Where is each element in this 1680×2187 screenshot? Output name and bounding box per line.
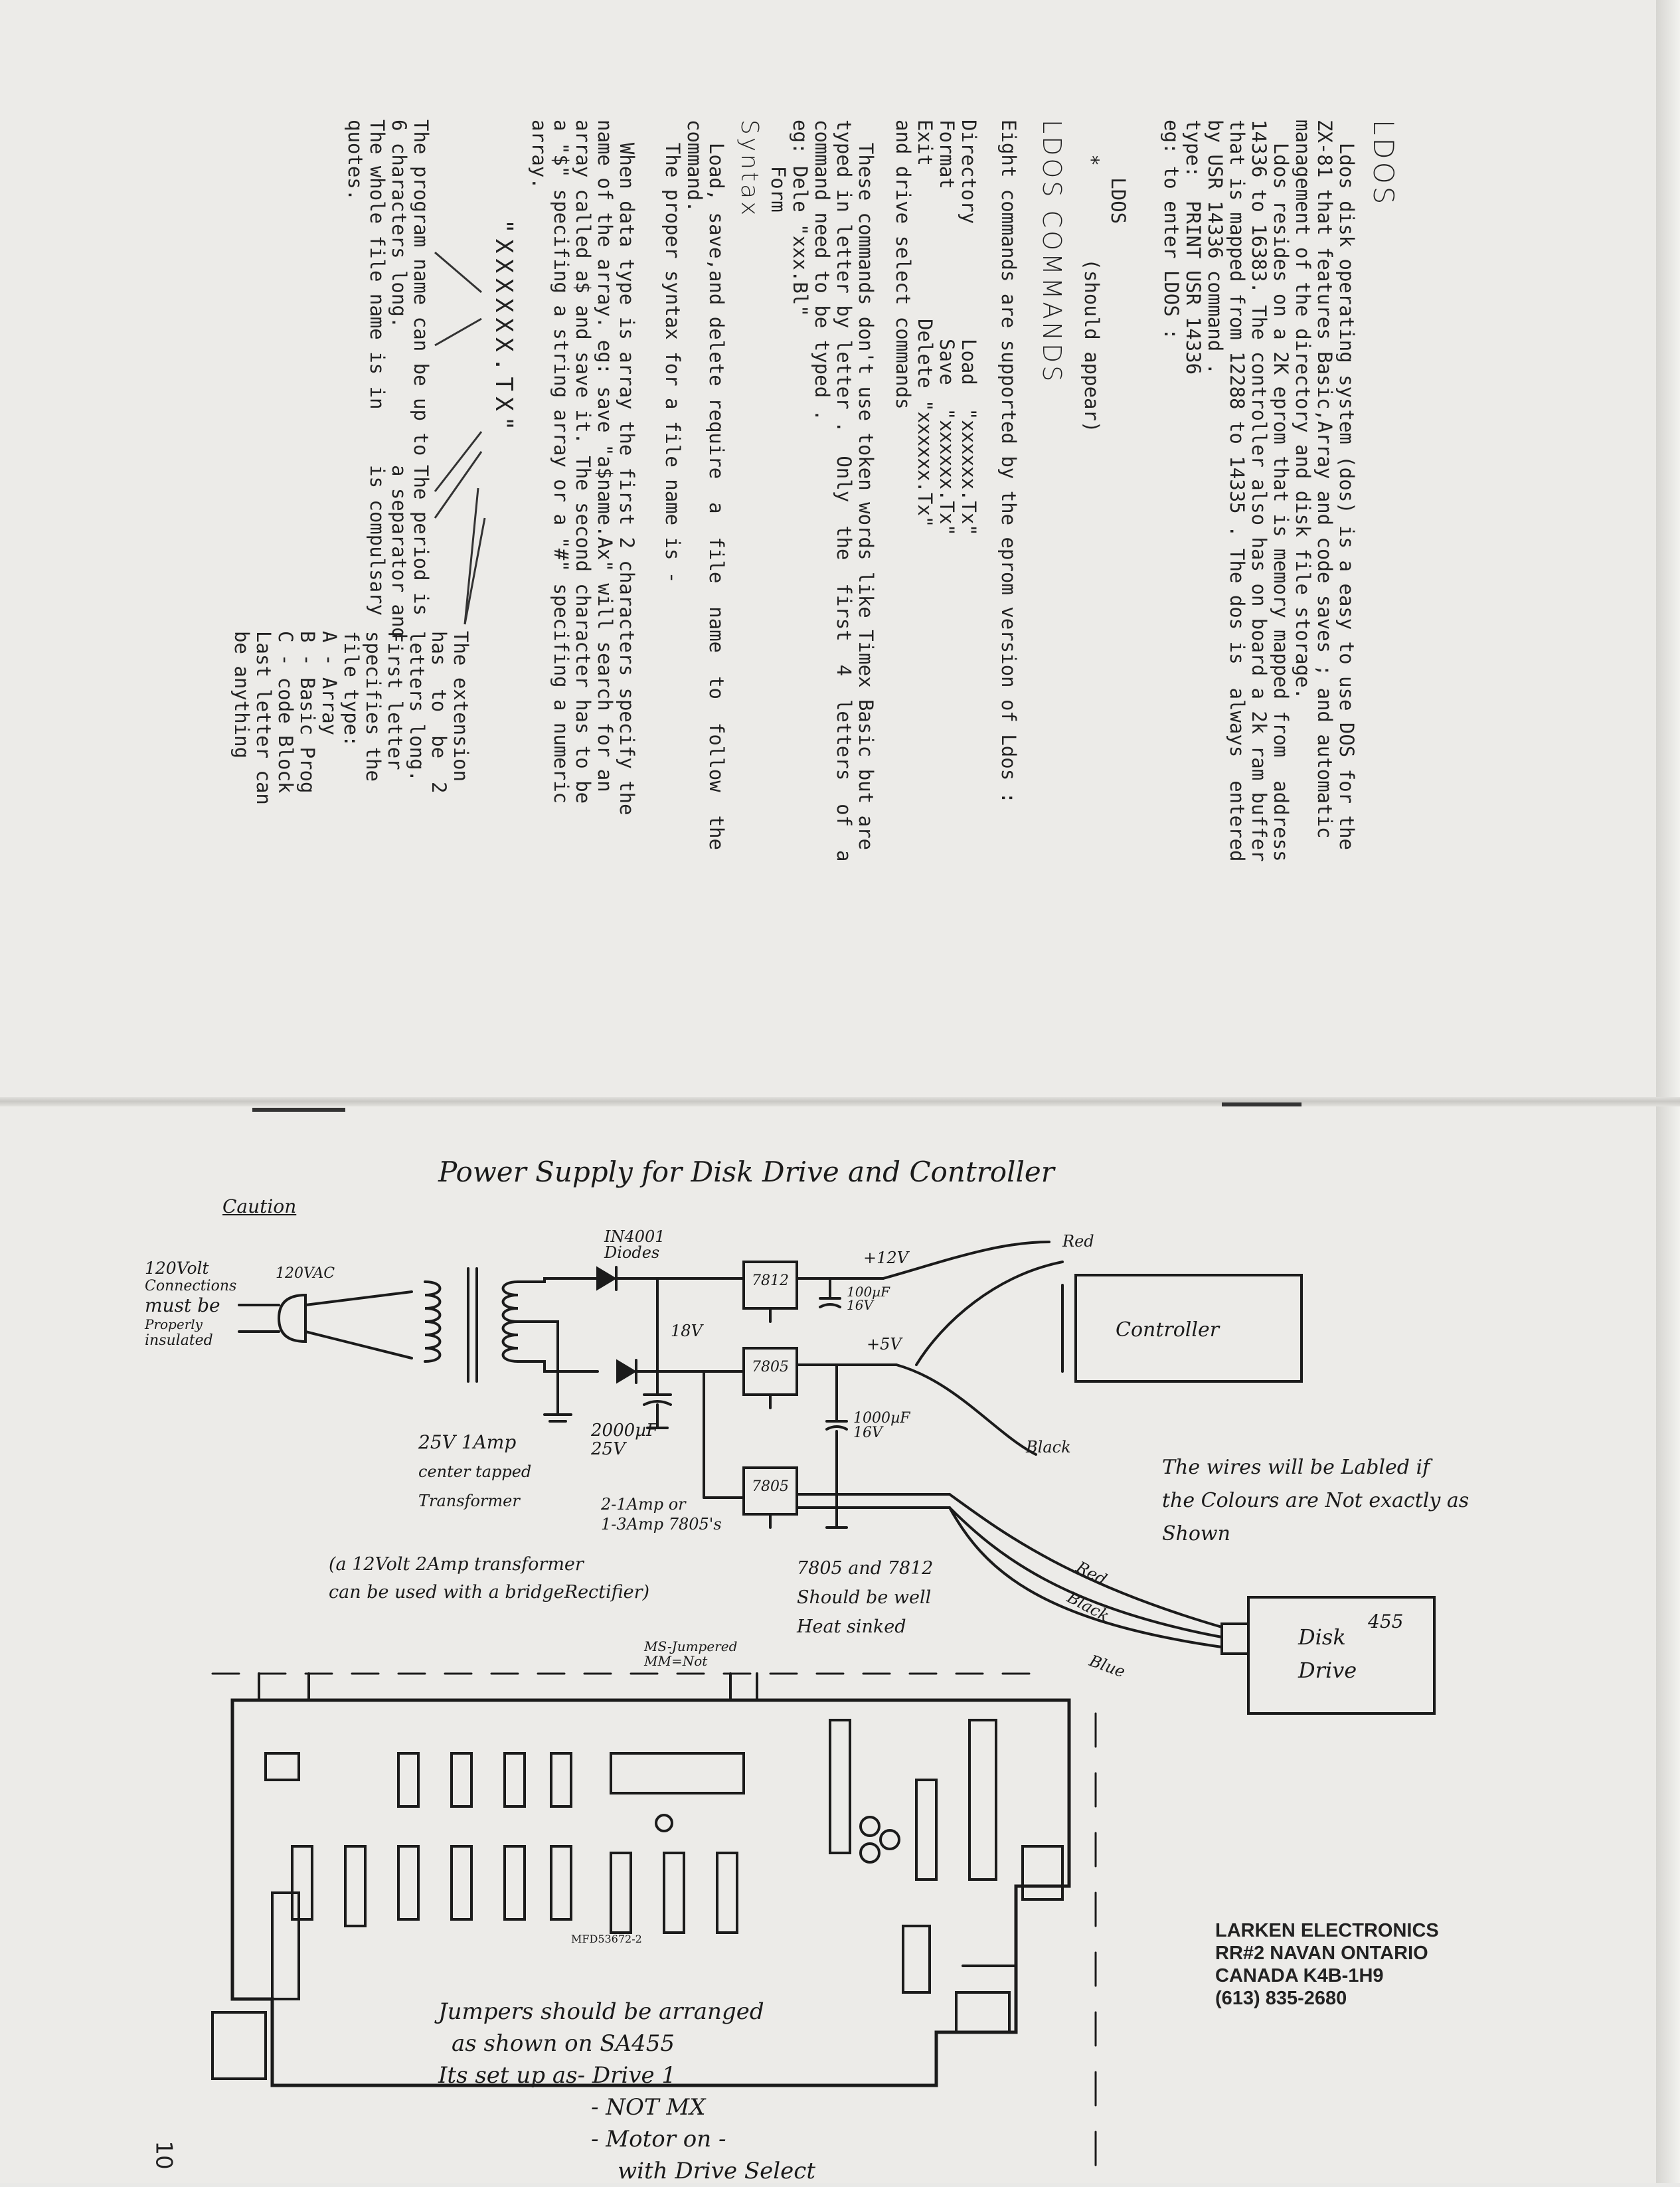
jumper-tag: [644, 1639, 737, 1668]
array-line: a "$" specifing a string array or a "#" specifing a numeric: [550, 120, 572, 804]
staple-marks: [252, 1102, 1302, 1112]
intro-line: by USR 14336 command .: [1204, 120, 1226, 375]
token-line: eg: Dele "xxx.Bl": [789, 120, 811, 317]
jumper-note-line: with Drive Select: [618, 2158, 815, 2184]
intro-line: Ldos resides on a 2K eprom that is memory mapped from address: [1270, 120, 1292, 862]
note-line: C - code Block: [274, 631, 297, 794]
wire-note-line: Shown: [1162, 1522, 1230, 1545]
wire-color-note: [1162, 1451, 1469, 1551]
warning-line: 120Volt: [145, 1259, 209, 1278]
bigcap-value: 2000µF: [591, 1421, 659, 1441]
intro-line: eg: to enter LDOS :: [1160, 120, 1183, 340]
v18-label: 18V: [671, 1322, 703, 1340]
transformer-primary: [425, 1282, 440, 1361]
vac-label: 120VAC: [276, 1265, 335, 1282]
note-line: The period is: [410, 465, 432, 616]
intro-line: that is mapped from 12288 to 14335 . The dos is always entered: [1226, 120, 1248, 862]
command-load: Load "xxxxxx.Tx": [958, 339, 980, 536]
reg-note-line: 1-3Amp 7805's: [601, 1515, 722, 1533]
note-line: file type:: [340, 631, 363, 747]
transformer-label: [418, 1428, 531, 1516]
jumper-tag-line: MM=Not: [644, 1653, 708, 1669]
diodes-label: [604, 1229, 665, 1261]
array-line: array called a$ and save it. The second character has to be: [572, 120, 594, 804]
warning-line: must be: [145, 1294, 220, 1316]
command-format: Format: [936, 120, 958, 189]
plus12-label: +12V: [863, 1249, 908, 1267]
token-line: typed in letter by letter . Only the first 4 letters of a: [833, 120, 855, 862]
alt-transformer-note: [329, 1551, 649, 1607]
intro-line: Ldos disk operating system (dos) is a easy to use DOS for the: [1335, 120, 1358, 850]
disk-drive-label: [1298, 1620, 1357, 1687]
note-line: be anything: [230, 631, 253, 759]
company-address: [1215, 1919, 1439, 2010]
black-wire-label: Black: [1026, 1438, 1071, 1456]
transformer-type: center tapped: [418, 1462, 532, 1481]
address-line: LARKEN ELECTRONICS: [1215, 1920, 1439, 1941]
array-line: array.: [528, 120, 550, 189]
command-delete: Delete "xxxxxx.Tx": [914, 319, 936, 528]
command-save: Save "xxxxxx.Tx": [936, 339, 958, 536]
controller-label: Controller: [1116, 1318, 1220, 1342]
note-line: A - Array: [318, 631, 341, 736]
note-line: 6 characters long.: [388, 120, 410, 329]
should-appear-text: * (should appear): [1080, 120, 1103, 433]
red-wire-label: Red: [1062, 1232, 1094, 1251]
red-wire-label-2: Red: [1073, 1557, 1110, 1589]
alt-note-line: (a 12Volt 2Amp transformer: [329, 1554, 584, 1575]
disk-word: Disk: [1298, 1624, 1346, 1650]
jumper-note: [438, 1996, 815, 2187]
note-line: a separator and: [388, 465, 410, 639]
wire-note-line: the Colours are Not exactly as: [1162, 1489, 1470, 1512]
syntax-line: The proper syntax for a file name is -: [661, 120, 684, 584]
ldos-prompt: LDOS: [1107, 120, 1130, 224]
cap5-label: [853, 1411, 910, 1441]
heatsink-line: Should be well: [797, 1587, 932, 1608]
jumper-note-line: - Motor on -: [591, 2126, 726, 2152]
caution-label: Caution: [222, 1195, 297, 1217]
syntax-line: command.: [683, 120, 706, 213]
note-line: quotes.: [344, 120, 367, 201]
transformer-rating: 25V 1Amp: [418, 1431, 517, 1453]
heatsink-line: 7805 and 7812: [797, 1558, 934, 1579]
intro-line: management of the directory and disk file storage.: [1292, 120, 1314, 699]
diode-part: IN4001: [604, 1227, 665, 1246]
heatsink-note: [797, 1554, 933, 1642]
cap5-voltage: 16V: [853, 1425, 882, 1441]
command-directory: Directory: [958, 120, 980, 224]
bigcap-voltage: 25V: [591, 1439, 626, 1459]
plus5-label: +5V: [867, 1335, 902, 1354]
warning-line: insulated: [145, 1332, 213, 1349]
jumper-tag-line: MS-Jumpered: [644, 1638, 738, 1654]
cap12-value: 100µF: [847, 1284, 890, 1300]
intro-line: 14336 to 16383. The controller also has on board a 2k ram buffer: [1248, 120, 1270, 862]
regulator-note: [601, 1494, 722, 1534]
blue-wire-label: Blue: [1086, 1651, 1128, 1682]
cap12-label: [847, 1285, 890, 1312]
note-line: is compulsary: [366, 465, 388, 616]
array-line: name of the array. eg: save "a$name.Ax" will search for an: [594, 120, 616, 792]
reg-7805-a-label: 7805: [752, 1359, 789, 1375]
command-exit: Exit: [914, 120, 936, 166]
intro-line: type: PRINT USR 14336: [1182, 120, 1205, 375]
ldos-title: LDOS: [1367, 120, 1400, 207]
note-line: First letter: [384, 631, 406, 770]
mains-warning: [145, 1259, 236, 1349]
note-line: The extension: [450, 631, 472, 782]
heatsink-line: Heat sinked: [797, 1617, 906, 1637]
drive-select-text: and drive select commands: [892, 120, 914, 410]
wire-note-line: The wires will be Labled if: [1162, 1456, 1430, 1479]
reg-note-line: 2-1Amp or: [601, 1495, 686, 1514]
warning-line: Connections: [145, 1278, 237, 1294]
page-number: 10: [150, 2141, 177, 2170]
address-line: (613) 835-2680: [1215, 1988, 1347, 2009]
schematic-title: Power Supply for Disk Drive and Controller: [438, 1156, 1054, 1188]
diode-word: Diodes: [604, 1243, 660, 1262]
drive-model: 455: [1368, 1611, 1404, 1632]
intro-line: ZX-81 that features Basic,Array and code saves ; and automatic: [1313, 120, 1336, 839]
array-line: When data type is array the first 2 characters specify the: [616, 120, 638, 816]
jumper-note-line: Jumpers should be arranged: [438, 1998, 764, 2025]
reg-7805-b-label: 7805: [752, 1478, 789, 1495]
warning-line: Properly: [145, 1316, 203, 1332]
jumper-note-line: - NOT MX: [591, 2094, 706, 2121]
jumper-note-line: Its set up as- Drive 1: [438, 2062, 677, 2089]
drive-word: Drive: [1298, 1658, 1357, 1683]
alt-note-line: can be used with a bridgeRectifier): [329, 1582, 650, 1603]
address-line: RR#2 NAVAN ONTARIO: [1215, 1943, 1428, 1964]
commands-heading: LDOS COMMANDS: [1037, 120, 1066, 385]
token-line: command need to be typed .: [811, 120, 833, 421]
transformer-secondary: [503, 1282, 519, 1361]
transformer-word: Transformer: [418, 1492, 520, 1510]
note-line: has to be 2: [428, 631, 450, 794]
cap12-voltage: 16V: [847, 1297, 873, 1313]
token-line: Form: [767, 120, 790, 213]
bigcap-label: [591, 1421, 658, 1458]
commands-intro: Eight commands are supported by the eprom version of Ldos :: [997, 120, 1020, 804]
note-line: letters long.: [406, 631, 428, 782]
note-line: The program name can be up to: [410, 120, 432, 456]
note-line: Last letter can: [252, 631, 275, 805]
note-line: B - Basic Prog: [296, 631, 319, 794]
jumper-note-line: as shown on SA455: [452, 2030, 675, 2057]
note-line: specifies the: [362, 631, 384, 782]
reg-7812-label: 7812: [752, 1272, 789, 1289]
token-line: These commands don't use token words like Timex Basic but are: [855, 120, 877, 850]
cap5-value: 1000µF: [853, 1410, 910, 1427]
plug-icon: [279, 1295, 305, 1342]
syntax-heading: Syntax: [736, 120, 763, 219]
filename-example: "XXXXXX.TX": [490, 219, 517, 436]
board-part-number: MFD53672-2: [571, 1933, 642, 1945]
syntax-line: Load, save,and delete require a file name to follow the: [705, 120, 728, 850]
black-wire-label-2: Black: [1064, 1587, 1113, 1626]
address-line: CANADA K4B-1H9: [1215, 1965, 1384, 1986]
note-line: The whole file name is in: [366, 120, 388, 410]
